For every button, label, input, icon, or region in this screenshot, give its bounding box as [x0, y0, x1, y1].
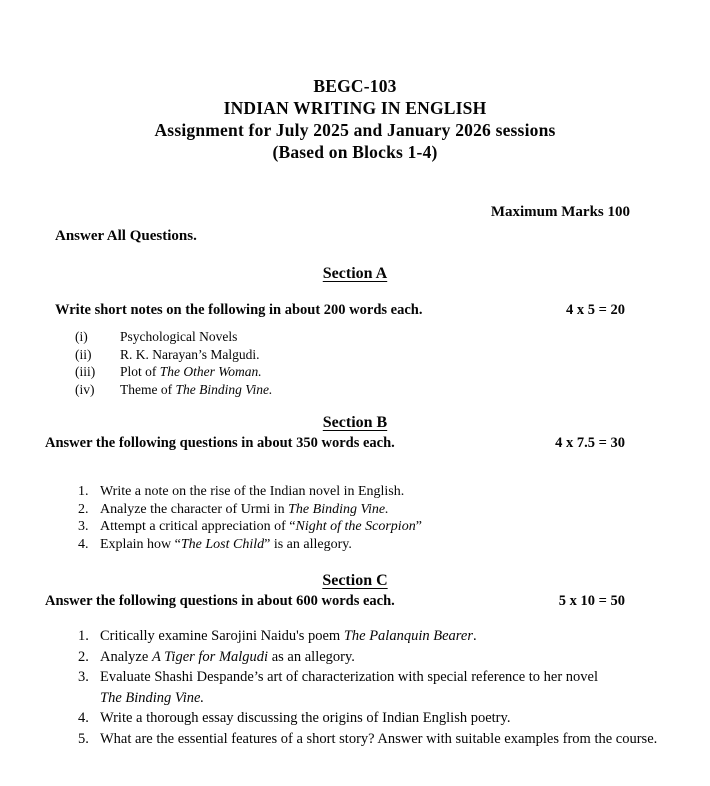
section-a-instruction: Write short notes on the following in about 200 words each. — [55, 302, 423, 318]
item-marker: (i) — [75, 329, 88, 344]
item-marker: 2. — [78, 648, 89, 665]
item-text: Plot of The Other Woman. — [120, 364, 262, 379]
item-marker: 4. — [78, 536, 89, 552]
section-c-instruction: Answer the following questions in about 600 words each. — [45, 593, 395, 609]
item-text: What are the essential features of a short story? Answer with suitable examples from the course. — [100, 730, 658, 747]
question-item — [78, 708, 710, 729]
section-b-question-list — [0, 483, 710, 553]
question-item — [75, 363, 710, 381]
item-marker: 1. — [78, 484, 89, 499]
section-b — [0, 412, 710, 553]
item-marker: 3. — [78, 519, 89, 534]
section-a-question-list — [0, 328, 710, 398]
question-item — [78, 667, 710, 708]
section-a-title: Section A — [322, 265, 388, 282]
document-header — [0, 0, 710, 163]
section-c — [0, 570, 710, 749]
section-a — [0, 263, 710, 398]
section-b-marks: 4 x 7.5 = 30 — [555, 435, 625, 451]
item-marker: 2. — [78, 501, 89, 517]
item-text: R. K. Narayan’s Malgudi. — [120, 346, 260, 362]
item-marker: 5. — [78, 730, 89, 747]
section-c-title: Section C — [322, 572, 388, 589]
item-text: Evaluate Shashi Despande’s art of characterization with special reference to her novel The Binding Vine. — [100, 669, 599, 706]
item-text: Attempt a critical appreciation of “Night of the Scorpion” — [100, 519, 422, 534]
question-item — [75, 328, 710, 346]
item-text: Critically examine Sarojini Naidu's poem The Palanquin Bearer. — [100, 628, 477, 644]
item-marker: (iii) — [75, 364, 96, 379]
item-marker: 4. — [78, 710, 89, 726]
item-text: Write a thorough essay discussing the origins of Indian English poetry. — [100, 710, 511, 726]
question-item — [78, 501, 710, 519]
answer-all-instruction: Answer All Questions. — [55, 228, 197, 244]
item-text: Psychological Novels — [120, 329, 238, 344]
item-text: Analyze A Tiger for Malgudi as an allegory. — [100, 648, 355, 665]
section-c-instruction-row — [0, 592, 710, 611]
section-b-instruction-row — [0, 434, 710, 453]
question-item — [78, 647, 710, 668]
course-code: BEGC-103 — [313, 76, 397, 96]
section-b-instruction: Answer the following questions in about 350 words each. — [45, 435, 395, 451]
item-marker: (ii) — [75, 346, 92, 362]
question-item — [78, 626, 710, 647]
question-item — [78, 729, 710, 750]
section-c-question-list — [0, 626, 710, 749]
item-marker: 3. — [78, 669, 89, 685]
maximum-marks: Maximum Marks 100 — [490, 204, 630, 220]
item-text: Analyze the character of Urmi in The Binding Vine. — [100, 501, 389, 517]
section-a-marks: 4 x 5 = 20 — [565, 302, 625, 318]
question-item — [75, 346, 710, 364]
session-line: Assignment for July 2025 and January 2026 sessions — [154, 120, 556, 140]
section-b-title: Section B — [322, 414, 388, 431]
item-text: Theme of The Binding Vine. — [120, 381, 273, 397]
course-title: INDIAN WRITING IN ENGLISH — [223, 98, 487, 118]
item-marker: (iv) — [75, 381, 95, 397]
blocks-line: (Based on Blocks 1-4) — [272, 142, 438, 162]
section-a-instruction-row — [0, 301, 710, 320]
section-c-marks: 5 x 10 = 50 — [558, 593, 625, 609]
question-item — [78, 518, 710, 536]
question-item — [78, 483, 710, 501]
item-text: Explain how “The Lost Child” is an allegory. — [100, 536, 352, 552]
item-text: Write a note on the rise of the Indian novel in English. — [100, 484, 405, 499]
question-item — [75, 381, 710, 399]
question-item — [78, 536, 710, 554]
item-marker: 1. — [78, 628, 89, 644]
